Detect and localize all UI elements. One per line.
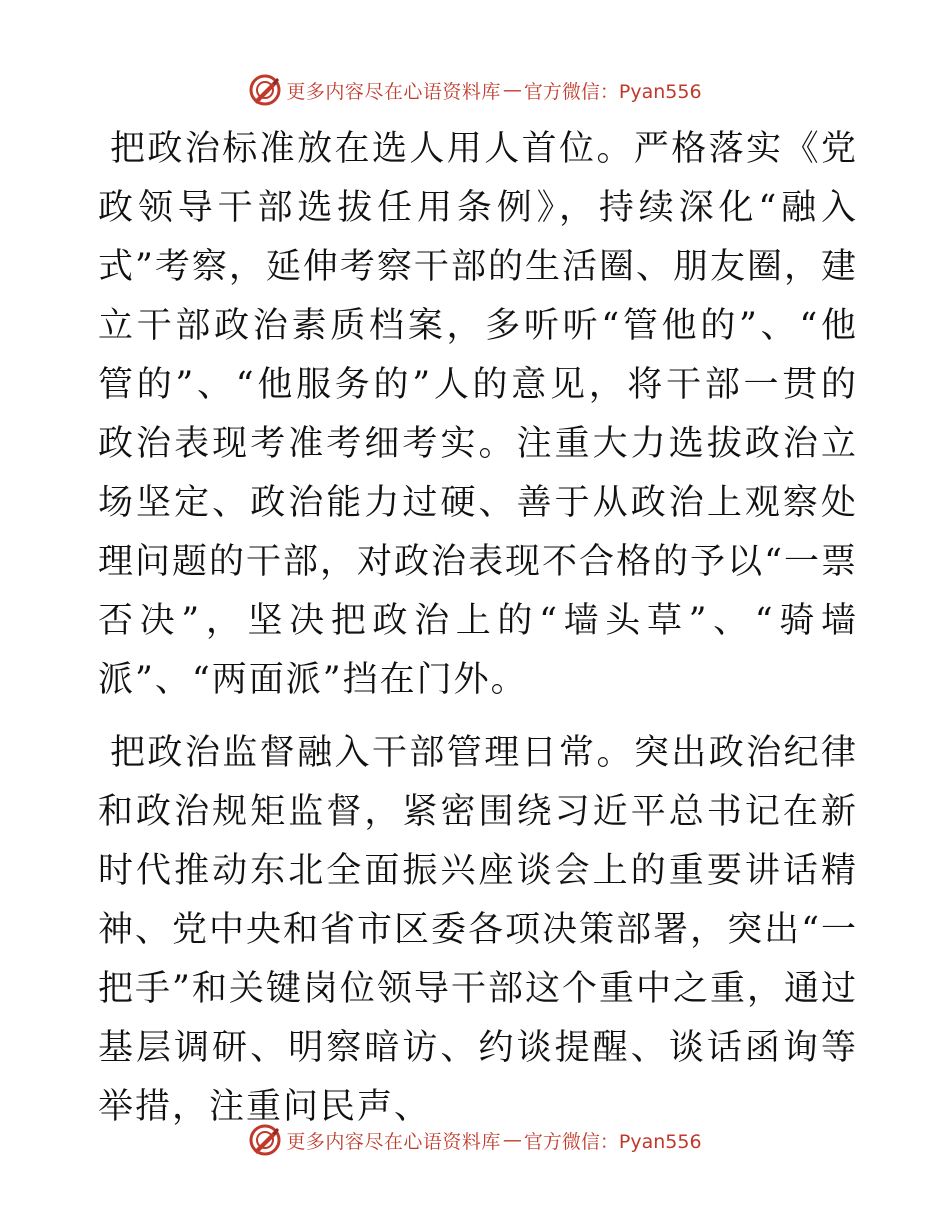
logo-seal-icon <box>248 73 282 107</box>
banner-separator: — <box>502 1129 522 1151</box>
paragraph-1: 把政治标准放在选人用人首位。严格落实《党政领导干部选拔任用条例》，持续深化“融入式”考察，延伸考察干部的生活圈、朋友圈，建立干部政治素质档案，多听听“管他的”、“他管的”、“他服务的”人的意见，将干部一贯的政治表现考准考细考实。注重大力选拔政治立场坚定、政治能力过硬、善于从政治上观察处理问题的干部，对政治表现不合格的予以“一票否决”，坚决把政治上的“墙头草”、“骑墙派”、“两面派”挡在门外。 <box>98 129 858 700</box>
paragraph-2: 把政治监督融入干部管理日常。突出政治纪律和政治规矩监督，紧密围绕习近平总书记在新时代推动东北全面振兴座谈会上的重要讲话精神、党中央和省市区委各项决策部署，突出“一把手”和关键岗位领导干部这个重中之重，通过基层调研、明察暗访、约谈提醒、谈话函询等举措，注重问民声、 <box>98 733 858 1127</box>
banner-separator: — <box>502 79 522 101</box>
logo-seal-icon <box>248 1123 282 1157</box>
footer-banner <box>0 1120 950 1160</box>
banner-title: 更多内容尽在心语资料库 <box>286 1130 501 1153</box>
document-body <box>98 120 858 1137</box>
banner-wechat: 官方微信：Pyan556 <box>523 1130 702 1153</box>
banner-title: 更多内容尽在心语资料库 <box>286 80 501 103</box>
header-banner <box>0 70 950 110</box>
banner-wechat: 官方微信：Pyan556 <box>523 80 702 103</box>
